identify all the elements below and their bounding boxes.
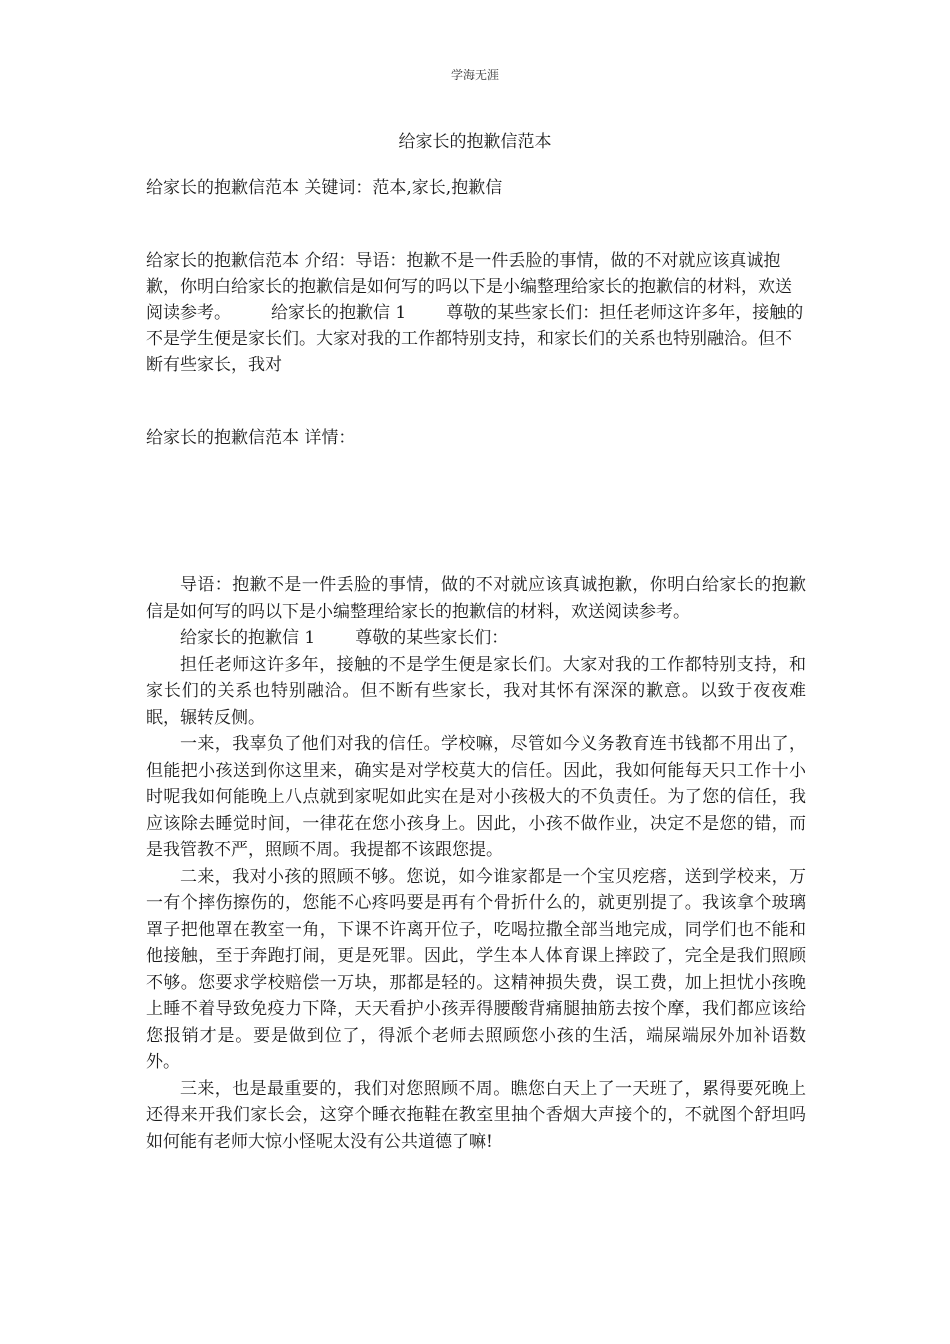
intro-text: 给家长的抱歉信范本 介绍：导语：抱歉不是一件丢脸的事情，做的不对就应该真诚抱歉，你明白给家长的抱歉信是如何写的吗以下是小编整理给家长的抱歉信的材料，欢送阅读参考。 bbox=[146, 251, 792, 323]
letter-salutation: 尊敬的某些家长们： bbox=[355, 628, 509, 648]
page-header: 学海无涯 bbox=[450, 68, 499, 82]
letter-body bbox=[146, 572, 806, 1155]
intro-letter-heading: 给家长的抱歉信 1 bbox=[271, 303, 407, 323]
paragraph-letter-heading bbox=[146, 625, 806, 652]
paragraph-intro: 导语：抱歉不是一件丢脸的事情，做的不对就应该真诚抱歉，你明白给家长的抱歉信是如何写的吗以下是小编整理给家长的抱歉信的材料，欢送阅读参考。 bbox=[146, 575, 806, 622]
keywords-line: 给家长的抱歉信范本 关键词：范本,家长,抱歉信 bbox=[146, 178, 503, 198]
paragraph-second-reason: 二来，我对小孩的照顾不够。您说，如今谁家都是一个宝贝疙瘩，送到学校来，万一有个摔伤擦伤的，您能不心疼吗要是再有个骨折什么的，就更别提了。我该拿个玻璃罩子把他罩在教室一角，下课不许离开位子，吃喝拉撒全部当地完成，同学们也不能和他接触，至于奔跑打闹，更是死罪。因此，学生本人体育课上摔跤了，完全是我们照顾不够。您要求学校赔偿一万块，那都是轻的。这精神损失费，误工费，加上担忧小孩晚上睡不着导致免疫力下降，天天看护小孩弄得腰酸背痛腿抽筋去按个摩，我们都应该给您报销才是。要是做到位了，得派个老师去照顾您小孩的生活，端屎端尿外加补语数外。 bbox=[146, 866, 806, 1072]
document-title: 给家长的抱歉信范本 bbox=[398, 132, 552, 152]
intro-excerpt: 担任老师这许多年，接触的不是学生便是家长们。大家对我的工作都特别支持，和家长们的关系也特别融洽。但不断有些家长，我对 bbox=[146, 303, 804, 375]
intro-paragraph bbox=[146, 248, 806, 378]
details-label: 给家长的抱歉信范本 详情： bbox=[146, 428, 356, 448]
intro-salutation: 尊敬的某些家长们： bbox=[446, 303, 600, 323]
letter-heading: 给家长的抱歉信 1 bbox=[180, 628, 316, 648]
paragraph-first-reason: 一来，我辜负了他们对我的信任。学校嘛，尽管如今义务教育连书钱都不用出了，但能把小孩送到你这里来，确实是对学校莫大的信任。因此，我如何能每天只工作十小时呢我如何能晚上八点就到家呢如此实在是对小孩极大的不负责任。为了您的信任，我应该除去睡觉时间，一律花在您小孩身上。因此，小孩不做作业，决定不是您的错，而是我管教不严，照顾不周。我提都不该跟您提。 bbox=[146, 734, 806, 860]
paragraph-third-reason: 三来，也是最重要的，我们对您照顾不周。瞧您白天上了一天班了，累得要死晚上还得来开我们家长会，这穿个睡衣拖鞋在教室里抽个香烟大声接个的，不就图个舒坦吗如何能有老师大惊小怪呢太没有公共道德了嘛! bbox=[146, 1078, 806, 1152]
paragraph-opening: 担任老师这许多年，接触的不是学生便是家长们。大家对我的工作都特别支持，和家长们的关系也特别融洽。但不断有些家长，我对其怀有深深的歉意。以致于夜夜难眠，辗转反侧。 bbox=[146, 654, 806, 728]
